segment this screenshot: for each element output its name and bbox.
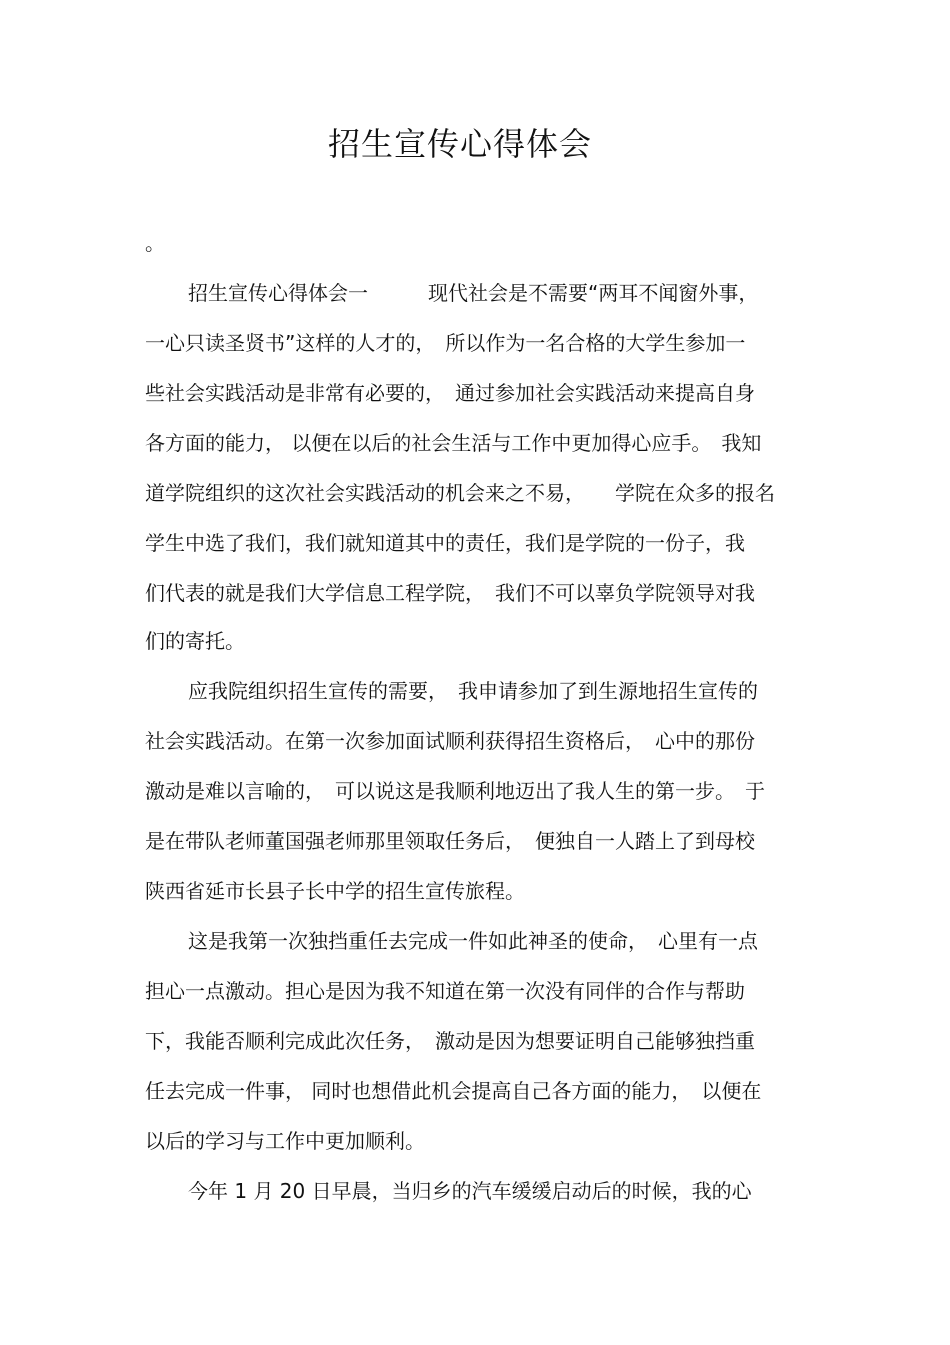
text-line: 下，我能否顺利完成此次任务， 激动是因为想要证明自己能够独挡重	[145, 1029, 755, 1053]
paragraph-first-line: 这是我第一次独挡重任去完成一件如此神圣的使命， 心里有一点	[188, 929, 758, 953]
text-line: 们代表的就是我们大学信息工程学院， 我们不可以辜负学院领导对我	[145, 581, 755, 605]
text-line: 一心只读圣贤书”这样的人才的， 所以作为一名合格的大学生参加一	[145, 331, 746, 355]
paragraph-first-line: 今年 1 月 20 日早晨，当归乡的汽车缓缓启动后的时候，我的心	[188, 1179, 752, 1203]
text-line: 们的寄托。	[145, 629, 245, 653]
text-line: 学生中选了我们，我们就知道其中的责任，我们是学院的一份子，我	[145, 531, 745, 555]
text-line: 是在带队老师董国强老师那里领取任务后， 便独自一人踏上了到母校	[145, 829, 755, 853]
text-line: 激动是难以言喻的， 可以说这是我顺利地迈出了我人生的第一步。 于	[145, 779, 765, 803]
document-title: 招生宣传心得体会	[327, 125, 592, 163]
text-line: 各方面的能力， 以便在以后的社会生活与工作中更加得心应手。 我知	[145, 431, 762, 455]
paragraph-first-line: 招生宣传心得体会一 现代社会是不需要“两耳不闻窗外事，	[188, 281, 759, 305]
text-line: 道学院组织的这次社会实践活动的机会来之不易， 学院在众多的报名	[145, 481, 775, 505]
paragraph-first-line: 应我院组织招生宣传的需要， 我申请参加了到生源地招生宣传的	[188, 679, 758, 703]
text-line: 以后的学习与工作中更加顺利。	[145, 1129, 425, 1153]
text-line: 社会实践活动。在第一次参加面试顺利获得招生资格后， 心中的那份	[145, 729, 755, 753]
text-line: 担心一点激动。担心是因为我不知道在第一次没有同伴的合作与帮助	[145, 979, 745, 1003]
text-line: 些社会实践活动是非常有必要的， 通过参加社会实践活动来提高自身	[145, 381, 755, 405]
text-line: 任去完成一件事， 同时也想借此机会提高自己各方面的能力， 以便在	[145, 1079, 762, 1103]
text-line: 。	[145, 231, 165, 255]
text-line: 陕西省延市长县子长中学的招生宣传旅程。	[145, 879, 525, 903]
